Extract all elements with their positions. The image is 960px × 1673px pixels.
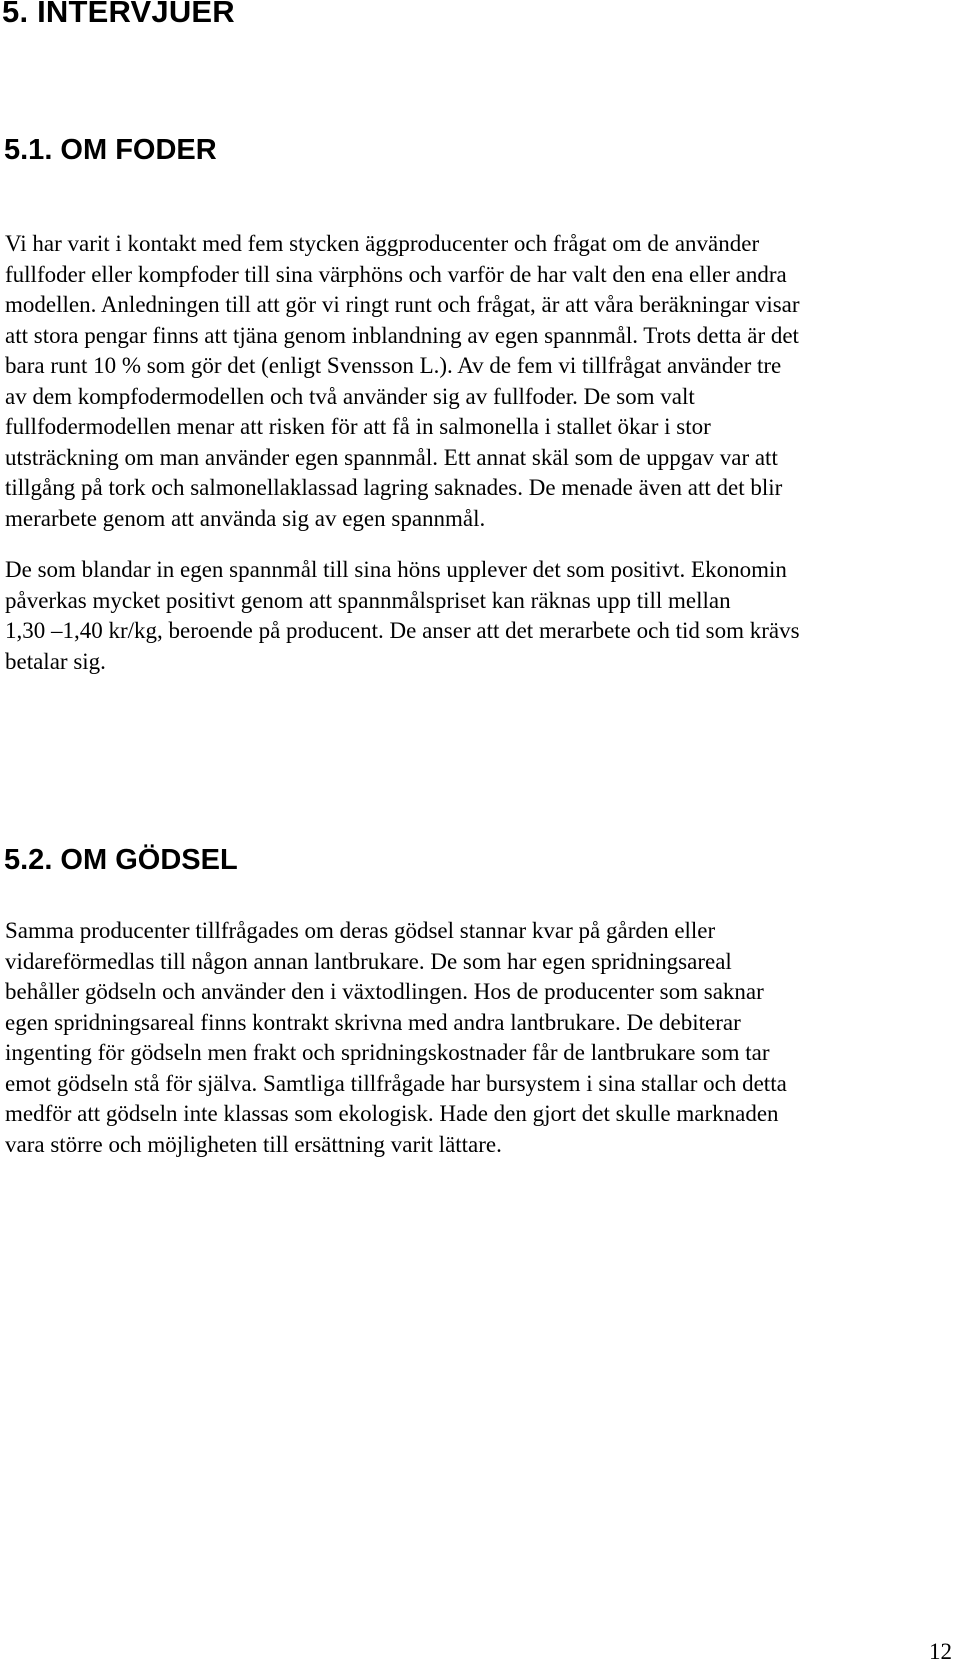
text-line: fullfodermodellen menar att risken för att få in salmonella i stallet ökar i stor	[5, 414, 711, 439]
text-line: behåller gödseln och använder den i växtodlingen. Hos de producenter som saknar	[5, 979, 764, 1004]
text-line: att stora pengar finns att tjäna genom inblandning av egen spannmål. Trots detta är det	[5, 322, 799, 348]
page-number: 12	[929, 1639, 952, 1664]
text-line: ingenting för gödseln men frakt och spridningskostnader får de lantbrukare som tar	[5, 1040, 770, 1065]
paragraph-foder-2	[5, 555, 950, 677]
text-line: bara runt 10 % som gör det (enligt Svensson L.). Av de fem vi tillfrågat använder tre	[5, 353, 782, 378]
text-line: utsträckning om man använder egen spannmål. Ett annat skäl som de uppgav var att	[5, 444, 778, 470]
paragraph-foder-1	[5, 229, 950, 534]
section-heading-godsel: 5.2. OM GÖDSEL	[4, 844, 238, 876]
text-line: modellen. Anledningen till att gör vi ringt runt och frågat, är att våra beräkningar visar	[5, 292, 800, 317]
text-line: betalar sig.	[5, 648, 106, 674]
text-line: emot gödseln stå för själva. Samtliga tillfrågade har bursystem i sina stallar och detta	[5, 1070, 787, 1096]
text-line: vara större och möjligheten till ersättning varit lättare.	[5, 1131, 502, 1157]
chapter-heading: 5. INTERVJUER	[2, 0, 235, 29]
text-line: av dem kompfodermodellen och två använder sig av fullfoder. De som valt	[5, 383, 695, 409]
text-line: medför att gödseln inte klassas som ekologisk. Hade den gjort det skulle marknaden	[5, 1101, 779, 1126]
section-heading-foder: 5.1. OM FODER	[4, 134, 217, 166]
text-line: fullfoder eller kompfoder till sina värphöns och varför de har valt den ena eller andra	[5, 261, 787, 287]
text-line: vidareförmedlas till någon annan lantbrukare. De som har egen spridningsareal	[5, 948, 732, 974]
text-line: egen spridningsareal finns kontrakt skrivna med andra lantbrukare. De debiterar	[5, 1009, 741, 1035]
text-line: Samma producenter tillfrågades om deras gödsel stannar kvar på gården eller	[5, 918, 716, 943]
text-line: Vi har varit i kontakt med fem stycken äggproducenter och frågat om de använder	[5, 231, 760, 256]
text-line: De som blandar in egen spannmål till sina höns upplever det som positivt. Ekonomin	[5, 557, 787, 582]
text-line: tillgång på tork och salmonellaklassad lagring saknades. De menade även att det blir	[5, 475, 783, 500]
paragraph-godsel-1	[5, 916, 950, 1160]
text-line: påverkas mycket positivt genom att spannmålspriset kan räknas upp till mellan	[5, 587, 731, 613]
text-line: 1,30 –1,40 kr/kg, beroende på producent. De anser att det merarbete och tid som krävs	[5, 618, 800, 643]
text-line: merarbete genom att använda sig av egen spannmål.	[5, 505, 486, 531]
